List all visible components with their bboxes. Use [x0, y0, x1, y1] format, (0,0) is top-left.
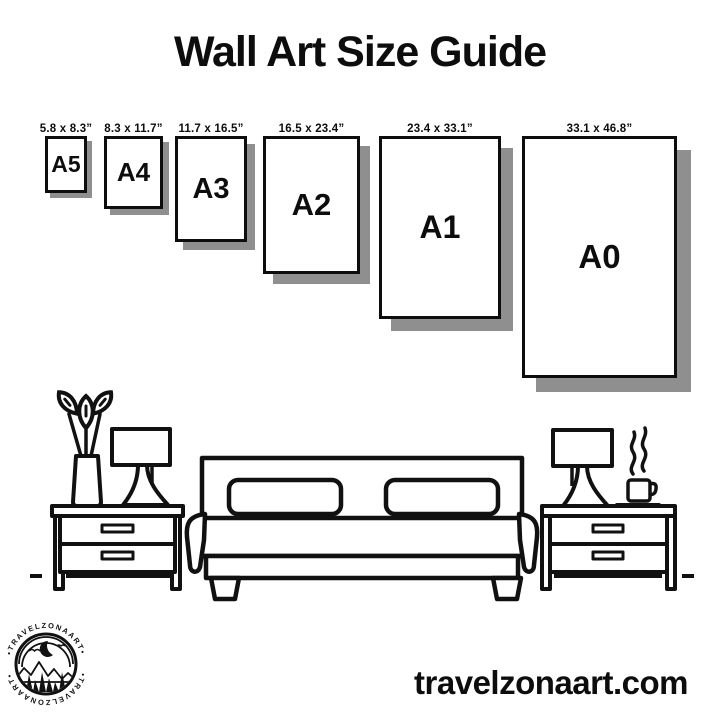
size-frame-a2: [263, 123, 360, 274]
bird-icon: [57, 645, 65, 646]
size-frame-a4: [104, 123, 163, 209]
website-url: travelzonaart.com: [414, 664, 688, 701]
bedroom-illustration: [0, 378, 720, 610]
size-dimensions-a1: 23.4 x 33.1”: [407, 123, 473, 135]
plant-vase-icon: [54, 388, 115, 506]
size-frame-a0: [522, 123, 677, 378]
brand-ring-text-top: •TRAVELZONAART•: [4, 620, 88, 656]
table-lamp-right-icon: [553, 430, 612, 506]
size-code-a0: A0: [578, 238, 621, 275]
size-code-a4: A4: [116, 157, 151, 187]
coffee-cup-icon: [617, 428, 659, 505]
size-code-a1: A1: [419, 209, 461, 245]
size-code-a2: A2: [291, 187, 332, 222]
size-dimensions-a5: 5.8 x 8.3”: [39, 123, 93, 135]
size-code-a3: A3: [192, 172, 230, 205]
size-dimensions-a2: 16.5 x 23.4”: [278, 123, 345, 135]
steam-icon: [631, 428, 645, 474]
size-dimensions-a3: 11.7 x 16.5”: [178, 123, 244, 135]
page-title: Wall Art Size Guide: [173, 28, 547, 76]
size-code-a5: A5: [51, 151, 81, 177]
bed-icon: [187, 458, 537, 599]
size-dimensions-a0: 33.1 x 46.8”: [566, 123, 633, 135]
size-frame-a5: [39, 123, 93, 193]
brand-logo: [2, 620, 90, 708]
brand-ring-text-bottom: •TRAVELZONAART•: [4, 672, 88, 708]
size-frame-a1: [379, 123, 501, 319]
size-dimensions-a4: 8.3 x 11.7”: [104, 123, 163, 135]
table-lamp-left-icon: [112, 429, 170, 505]
size-frame-a3: [175, 123, 247, 242]
